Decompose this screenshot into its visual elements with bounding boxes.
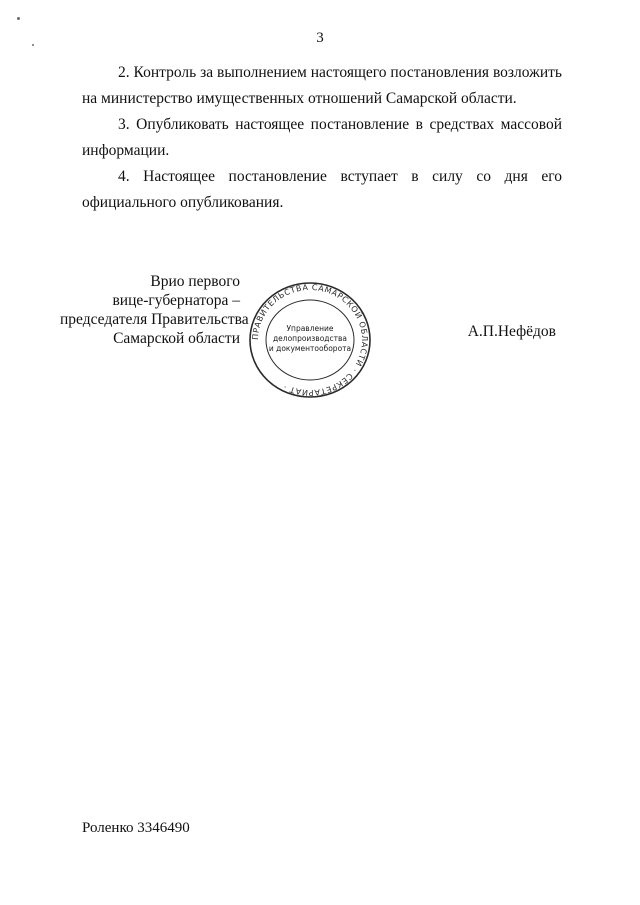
paragraph-3-line-2: информации.	[82, 142, 170, 159]
signatory-title	[60, 272, 249, 348]
seal-center-text	[268, 312, 352, 366]
seal-ring-text: ПРАВИТЕЛЬСТВА САМАРСКОЙ ОБЛАСТИ · СЕКРЕТАРИАТ ·	[250, 282, 370, 398]
paragraph-3	[82, 112, 562, 164]
signatory-title-line: Самарской области	[113, 330, 240, 347]
signatory-title-line: вице-губернатора –	[112, 292, 240, 309]
signatory-title-line: председателя Правительства	[60, 311, 249, 328]
seal-center-line: и документооборота	[268, 344, 352, 353]
official-seal	[247, 280, 373, 400]
signatory-title-line: Врио первого	[150, 273, 240, 290]
paragraph-2-line-1: 2. Контроль за выполнением настоящего постановления возложить	[118, 64, 562, 81]
paragraph-3-line-1: 3. Опубликовать настоящее постановление в средствах массовой	[118, 116, 562, 133]
paragraph-2	[82, 60, 562, 112]
paragraph-4-line-2: официального опубликования.	[82, 194, 284, 211]
executor-note: Роленко 3346490	[82, 820, 190, 836]
paragraph-4-line-1: 4. Настоящее постановление вступает в силу со дня его	[118, 168, 562, 185]
paragraph-2-line-2: на министерство имущественных отношений Самарской области.	[82, 90, 517, 107]
seal-center-line: делопроизводства	[273, 334, 348, 343]
paragraph-4	[82, 164, 562, 216]
page-number: 3	[316, 30, 324, 46]
signer-name: А.П.Нефёдов	[467, 323, 556, 340]
scan-speck	[17, 17, 20, 20]
seal-center-line: Управление	[286, 324, 334, 333]
